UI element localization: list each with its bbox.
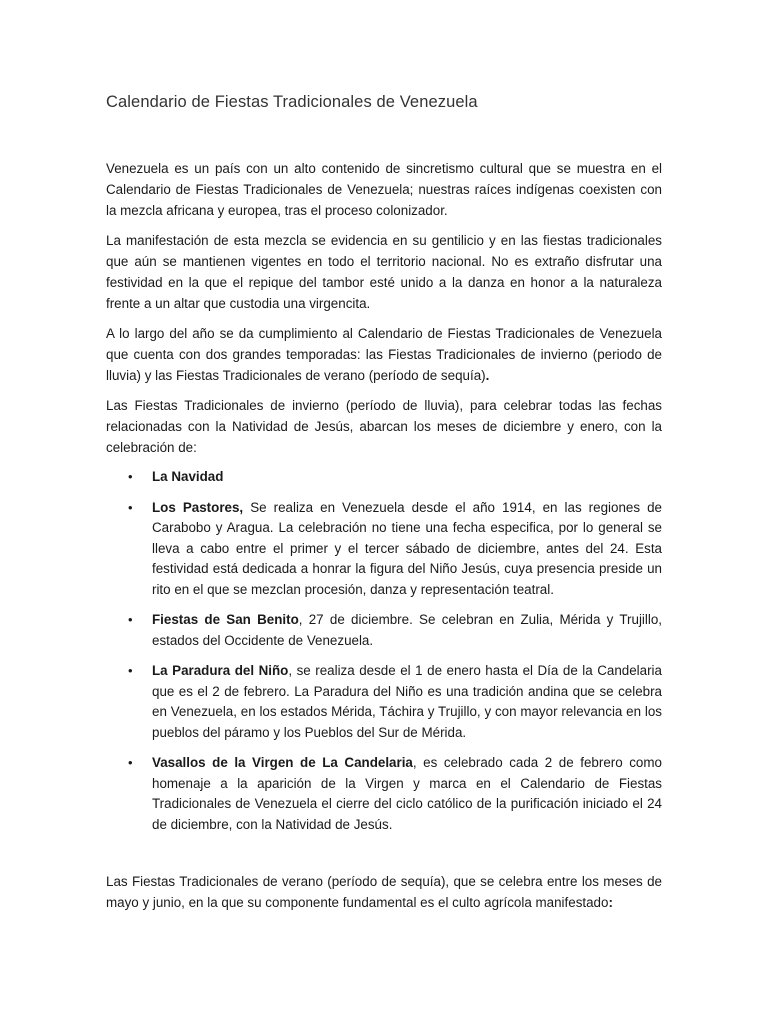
bullet-icon: • [128, 499, 133, 515]
fiesta-name: Fiestas de San Benito [152, 612, 299, 627]
fiesta-description: , 27 de diciembre. Se celebran en Zulia, Mérida y Trujillo, estados del Occidente de Venezuela. [152, 612, 663, 648]
fiesta-name: La Navidad [152, 469, 224, 484]
fiesta-description: , se realiza desde el 1 de enero hasta el Día de la Candelaria que es el 2 de febrero. La Paradura del Niño es una tradición andina que se celebra en Venezuela, en los estados Mérida, Táchira y Trujillo, y con mayor relevancia en los pueblos del páramo y los Pueblos del Sur de Mérida. [152, 663, 662, 740]
paragraph-temporadas-end: . [485, 368, 490, 383]
list-item [106, 498, 662, 601]
fiesta-name: Vasallos de la Virgen de La Candelaria [152, 755, 413, 770]
fiesta-name: La Paradura del Niño [152, 663, 289, 678]
fiesta-description: , es celebrado cada 2 de febrero como homenaje a la aparición de la Virgen y marca en el Calendario de Fiestas Tradicionales de Venezuela el cierre del ciclo católico de la purificación iniciado el 24 de diciembre, con la Natividad de Jesús. [152, 755, 662, 832]
fiesta-description: Se realiza en Venezuela desde el año 1914, en las regiones de Carabobo y Aragua. La celebración no tiene una fecha especifica, por lo general se lleva a cabo entre el primer y el tercer sábado de diciembre, antes del 24. Esta festividad está dedicada a honrar la figura del Niño Jesús, cuya presencia preside un rito en el que se mezclan procesión, danza y representación teatral. [152, 499, 662, 597]
paragraph-verano-text: Las Fiestas Tradicionales de verano (período de sequía), que se celebra entre los meses de mayo y junio, en la que su componente fundamental es el culto agrícola manifestado [106, 874, 662, 910]
bullet-icon: • [128, 469, 133, 484]
paragraph-intro: Venezuela es un país con un alto contenido de sincretismo cultural que se muestra en el Calendario de Fiestas Tradicionales de Venezuela; nuestras raíces indígenas coexisten con la mezcla africana y europea, tras el proceso colonizador. [106, 161, 662, 218]
paragraph-verano-end: : [608, 895, 613, 910]
paragraph-invierno: Las Fiestas Tradicionales de invierno (período de lluvia), para celebrar todas las fechas relacionadas con la Natividad de Jesús, abarcan los meses de diciembre y enero, con la celebración de: [106, 398, 662, 455]
paragraph-temporadas-text: A lo largo del año se da cumplimiento al Calendario de Fiestas Tradicionales de Venezuela que cuenta con dos grandes temporadas: las Fiestas Tradicionales de invierno (periodo de lluvia) y las Fiestas Tradicionales de verano (período de sequía) [106, 326, 662, 383]
document-title: Calendario de Fiestas Tradicionales de Venezuela [106, 93, 478, 111]
bullet-icon: • [128, 612, 133, 627]
spacer [106, 845, 662, 871]
list-item [106, 467, 662, 488]
document-page [106, 90, 662, 922]
bullet-icon: • [128, 755, 133, 770]
list-item [106, 753, 662, 835]
bullet-icon: • [128, 663, 133, 678]
list-item [106, 610, 662, 651]
paragraph-verano [106, 871, 662, 913]
fiestas-list [106, 467, 662, 835]
paragraph-temporadas [106, 323, 662, 386]
list-item [106, 661, 662, 743]
paragraph-mezcla: La manifestación de esta mezcla se evidencia en su gentilicio y en las fiestas tradicionales que aún se mantienen vigentes en todo el territorio nacional. No es extraño disfrutar una festividad en la que el repique del tambor esté unido a la danza en honor a la naturaleza frente a un altar que custodia una virgencita. [106, 233, 662, 311]
fiesta-name: Los Pastores, [152, 499, 244, 515]
